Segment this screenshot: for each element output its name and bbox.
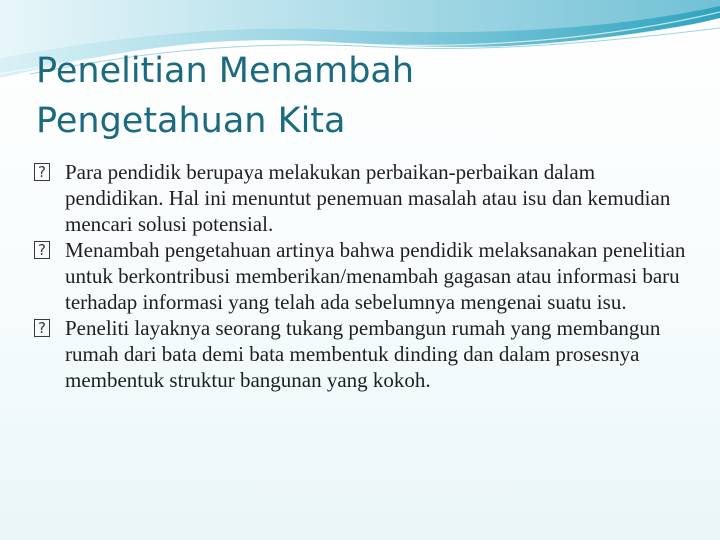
slide-title-line-2: Pengetahuan Kita: [36, 101, 346, 141]
bullet-text: Para pendidik berupaya melakukan perbaikan-perbaikan dalam pendidikan. Hal ini menuntut penemuan masalah atau isu dan kemudian mencari solusi potensial.: [65, 160, 671, 236]
missing-glyph-bullet-icon: ?: [34, 163, 50, 181]
bullet-text: Menambah pengetahuan artinya bahwa pendidik melaksanakan penelitian untuk berkontribusi memberikan/menambah gagasan atau informasi baru terhadap informasi yang telah ada sebelumnya mengenai suatu isu.: [65, 238, 686, 314]
bullet-text: Peneliti layaknya seorang tukang pembangun rumah yang membangun rumah dari bata demi bata membentuk dinding dan dalam prosesnya membentuk struktur bangunan yang kokoh.: [65, 316, 661, 392]
slide-title-line-1: Penelitian Menambah: [36, 51, 415, 91]
bullet-list: [34, 159, 694, 393]
bullet-item: [34, 315, 694, 393]
bullet-item: [34, 159, 694, 237]
missing-glyph-bullet-icon: ?: [34, 241, 50, 259]
bullet-item: [34, 237, 694, 315]
missing-glyph-bullet-icon: ?: [34, 319, 50, 337]
slide-title: [36, 46, 696, 146]
